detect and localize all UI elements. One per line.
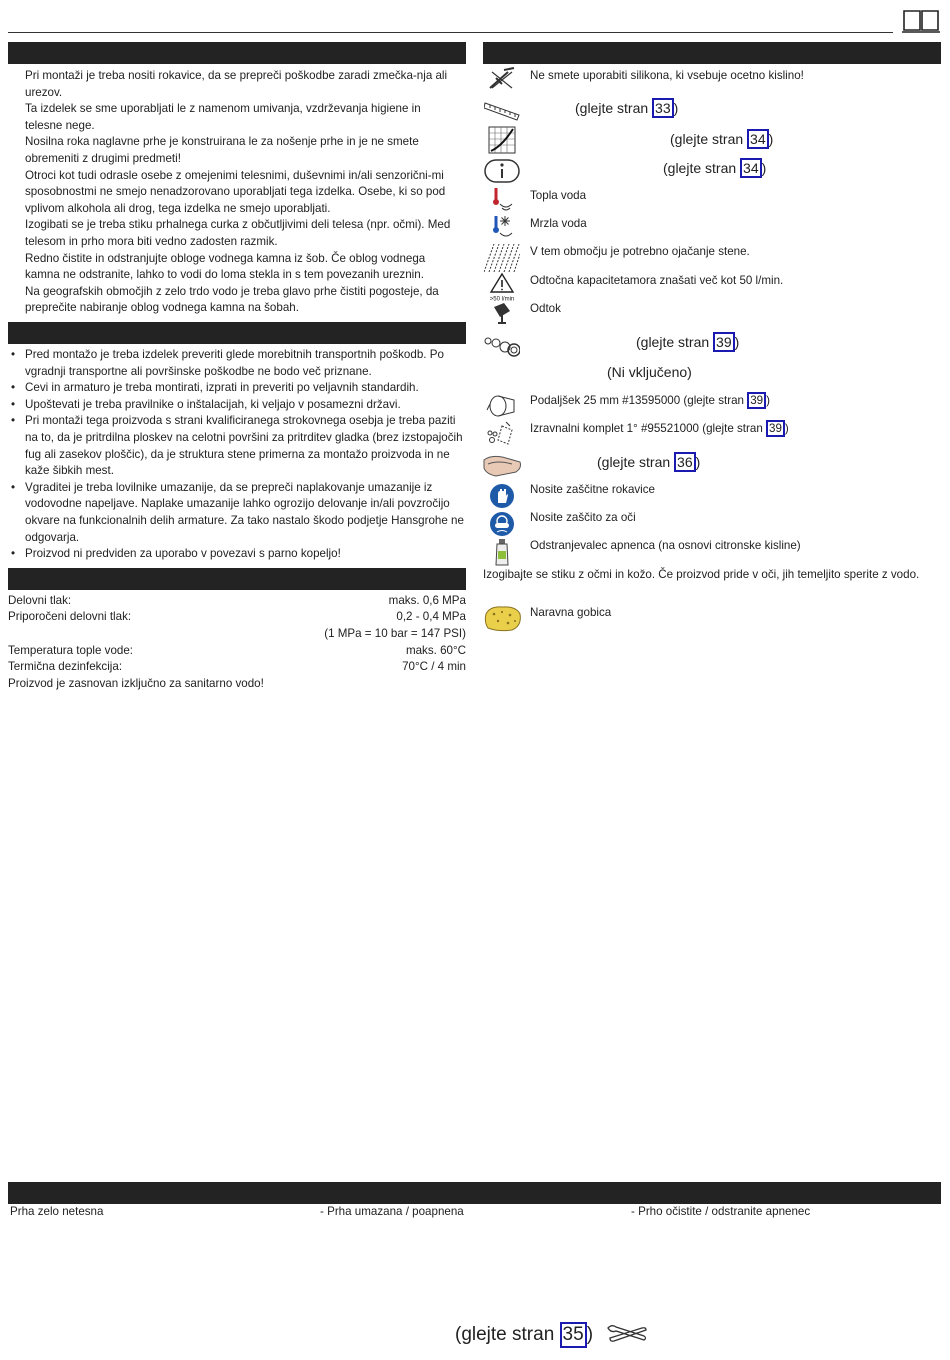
header-rule [8, 32, 893, 33]
install-bullet: • Proizvod ni predviden za uporabo v povezavi s parno kopeljo! [8, 546, 466, 563]
wrench-icon [606, 1322, 648, 1344]
hot-water-icon [484, 184, 520, 212]
not-included-label: (Ni vključeno) [607, 364, 692, 380]
ref-suffix: ) [695, 454, 701, 470]
descaler-label: Odstranjevalec apnenca (na osnovi citronske kisline) [530, 539, 801, 552]
ref-flow [670, 129, 773, 149]
trouble-remedy: - Prho očistite / odstranite apnenec [631, 1205, 811, 1218]
extension-label: Podaljšek 25 mm #13595000 (glejte stran [530, 394, 748, 407]
silicone-gun-icon [484, 64, 520, 92]
wall-reinforcement-label: V tem območju je potrebno ojačanje stene. [530, 245, 750, 258]
ref-prefix: (glejte stran [597, 454, 675, 470]
ref-suffix: ) [768, 131, 774, 147]
install-bullet: • Pri montaži tega proizvoda s strani kvalificiranega strokovnega osebja je treba paziti na to, da je pritrdilna ploskev na celotni površini za pritrditev gladka (brez izstopajočih fug ali zasekov ploščic), da je struktura stene primerna za montažo proizvoda in ne kaže šibkih mest. [8, 413, 466, 479]
trouble-problem: Prha zelo netesna [10, 1205, 104, 1218]
ref-suffix: ) [761, 160, 767, 176]
ref-suffix: ) [734, 334, 740, 350]
ruler-icon [484, 95, 520, 123]
trouble-cause: - Prha umazana / poapnena [320, 1205, 464, 1218]
ref-suffix: ) [784, 422, 789, 435]
extension-icon [484, 392, 520, 420]
page-link[interactable]: 39 [747, 392, 766, 409]
safety-paragraph: Pri montaži je treba nositi rokavice, da se prepreči poškodbe zaradi zmečka-nja ali urezov. [25, 69, 448, 99]
sponge-label: Naravna gobica [530, 606, 612, 619]
install-bullet: • Vgraditei je treba lovilnike umazanije, da se prepreči naplakovanje umazanije iz vodovodne napeljave. Naplake umazanije lahko ogrozijo delovanje in/ali povzročijo okvare na funkcionalnih delih armature. Za tako nastalo škodo podjetje Hansgrohe ne odgovarja. [8, 480, 466, 546]
safety-paragraph: Na geografskih območjih z zelo trdo vodo je treba glavo prhe čistiti pogosteje, da preprečite nabiranje oblog vodnega kamna na šobah. [25, 284, 439, 315]
safety-section [25, 68, 461, 317]
install-bullet: • Upoštevati je treba pravilnike o inštalacijah, ki veljajo v posamezni državi. [8, 397, 466, 414]
spec-label: Termična dezinfekcija: [8, 660, 123, 673]
ref-parts [636, 332, 739, 352]
ref-cleaning [597, 452, 700, 472]
descaler-bottle-icon [484, 538, 520, 566]
page-link[interactable]: 36 [674, 452, 696, 472]
page-link[interactable]: 33 [652, 98, 674, 118]
installation-section [8, 347, 466, 563]
spec-note-text: Proizvod je zasnovan izključno za sanitarno vodo! [8, 677, 264, 690]
gloves-icon [484, 482, 520, 510]
ref-info [663, 158, 766, 178]
ref-suffix: ) [766, 394, 770, 407]
section-bar-symbols [483, 42, 941, 64]
page-link[interactable]: 39 [766, 420, 785, 437]
ref-prefix: (glejte stran [575, 100, 653, 116]
install-bullet: • Cevi in armaturo je treba montirati, izprati in preveriti po veljavnih standardih. [8, 380, 466, 397]
ref-prefix: (glejte stran [663, 160, 741, 176]
spec-value: 0,2 - 0,4 MPa [396, 610, 466, 623]
safety-paragraph: Ta izdelek se sme uporabljati le z namenom umivanja, vzdrževanja higiene in telesne nege. [25, 102, 421, 132]
parts-icon [484, 332, 520, 360]
cold-water-icon [484, 212, 520, 240]
sponge-icon [484, 604, 522, 632]
flow-diagram-icon [484, 126, 520, 154]
ref-prefix: (glejte stran [670, 131, 748, 147]
page-link[interactable]: 34 [740, 158, 762, 178]
ref-prefix: (glejte stran [455, 1324, 560, 1345]
drain-icon [484, 297, 520, 325]
section-bar-specs [8, 568, 466, 590]
leveling-kit-icon [484, 420, 520, 448]
install-bullet: • Pred montažo je treba izdelek preveriti glede morebitnih transportnih poškodb. Po vgradnji transportne ali površinske poškodbe ne bodo več priznane. [8, 347, 466, 380]
hot-water-label: Topla voda [530, 189, 587, 202]
section-bar-installation [8, 322, 466, 344]
safety-paragraph: Otroci kot tudi odrasle osebe z omejenimi telesnimi, duševnimi in/ali senzorični-mi sposobnostmi ne smejo nenadzorovano uporabljati tega izdelka. Osebe, ki so pod vplivom alkohola ali drog, tega izdelka ne smejo uporabljati. [25, 168, 446, 215]
spec-value: 70°C / 4 min [402, 660, 466, 673]
wall-reinforcement-icon [484, 244, 520, 272]
gloves-label: Nosite zaščitne rokavice [530, 483, 656, 496]
goggles-icon [484, 510, 520, 538]
page-link[interactable]: 35 [560, 1322, 587, 1348]
spec-label: Delovni tlak: [8, 594, 72, 607]
extension-text [530, 392, 770, 409]
info-icon [484, 157, 520, 185]
footer-ref [455, 1322, 593, 1348]
page-link[interactable]: 39 [713, 332, 735, 352]
spec-label: Temperatura tople vode: [8, 644, 134, 657]
goggles-label: Nosite zaščito za oči [530, 511, 636, 524]
eye-warning: Izogibajte se stiku z očmi in kožo. Če proizvod pride v oči, jih temeljito sperite z vodo. [483, 568, 920, 581]
drain-capacity-symbol-label: >50 l/min [489, 296, 515, 302]
cold-water-label: Mrzla voda [530, 217, 587, 230]
safety-paragraph: Izogibati se je treba stiku prhalnega curka z občutljivimi deli telesa (npr. očmi). Med telesom in prho mora biti vedno zadosten razmik. [25, 218, 451, 248]
cleaning-hand-icon [482, 450, 522, 478]
drain-capacity-label: Odtočna kapacitetamora znašati več kot 50 l/min. [530, 274, 784, 287]
spec-value: maks. 0,6 MPa [388, 594, 466, 607]
leveling-label: Izravnalni komplet 1° #95521000 (glejte stran [530, 422, 767, 435]
drain-label: Odtok [530, 302, 561, 315]
spec-value: maks. 60°C [405, 644, 466, 657]
safety-paragraph: Nosilna roka naglavne prhe je konstruirana le za nošenje prhe in je ne smete obremeniti z drugimi predmeti! [25, 135, 419, 165]
section-bar-troubleshooting [8, 1182, 941, 1204]
open-book-icon [902, 8, 940, 34]
ref-prefix: (glejte stran [636, 334, 714, 350]
ref-dimensions [575, 98, 678, 118]
section-bar-safety [8, 42, 466, 64]
spec-value: (1 MPa = 10 bar = 147 PSI) [324, 627, 466, 640]
ref-suffix: ) [673, 100, 679, 116]
spec-label: Priporočeni delovni tlak: [8, 610, 132, 623]
leveling-kit-text [530, 420, 789, 437]
page-link[interactable]: 34 [747, 129, 769, 149]
safety-paragraph: Redno čistite in odstranjujte obloge vodnega kamna iz šob. Če oblog vodnega kamna ne odstranite, lahko to vodi do loma stekla in s tem povezanih ureznin. [25, 251, 426, 282]
ref-suffix: ) [586, 1324, 594, 1345]
silicone-warning: Ne smete uporabiti silikona, ki vsebuje ocetno kislino! [530, 69, 804, 82]
